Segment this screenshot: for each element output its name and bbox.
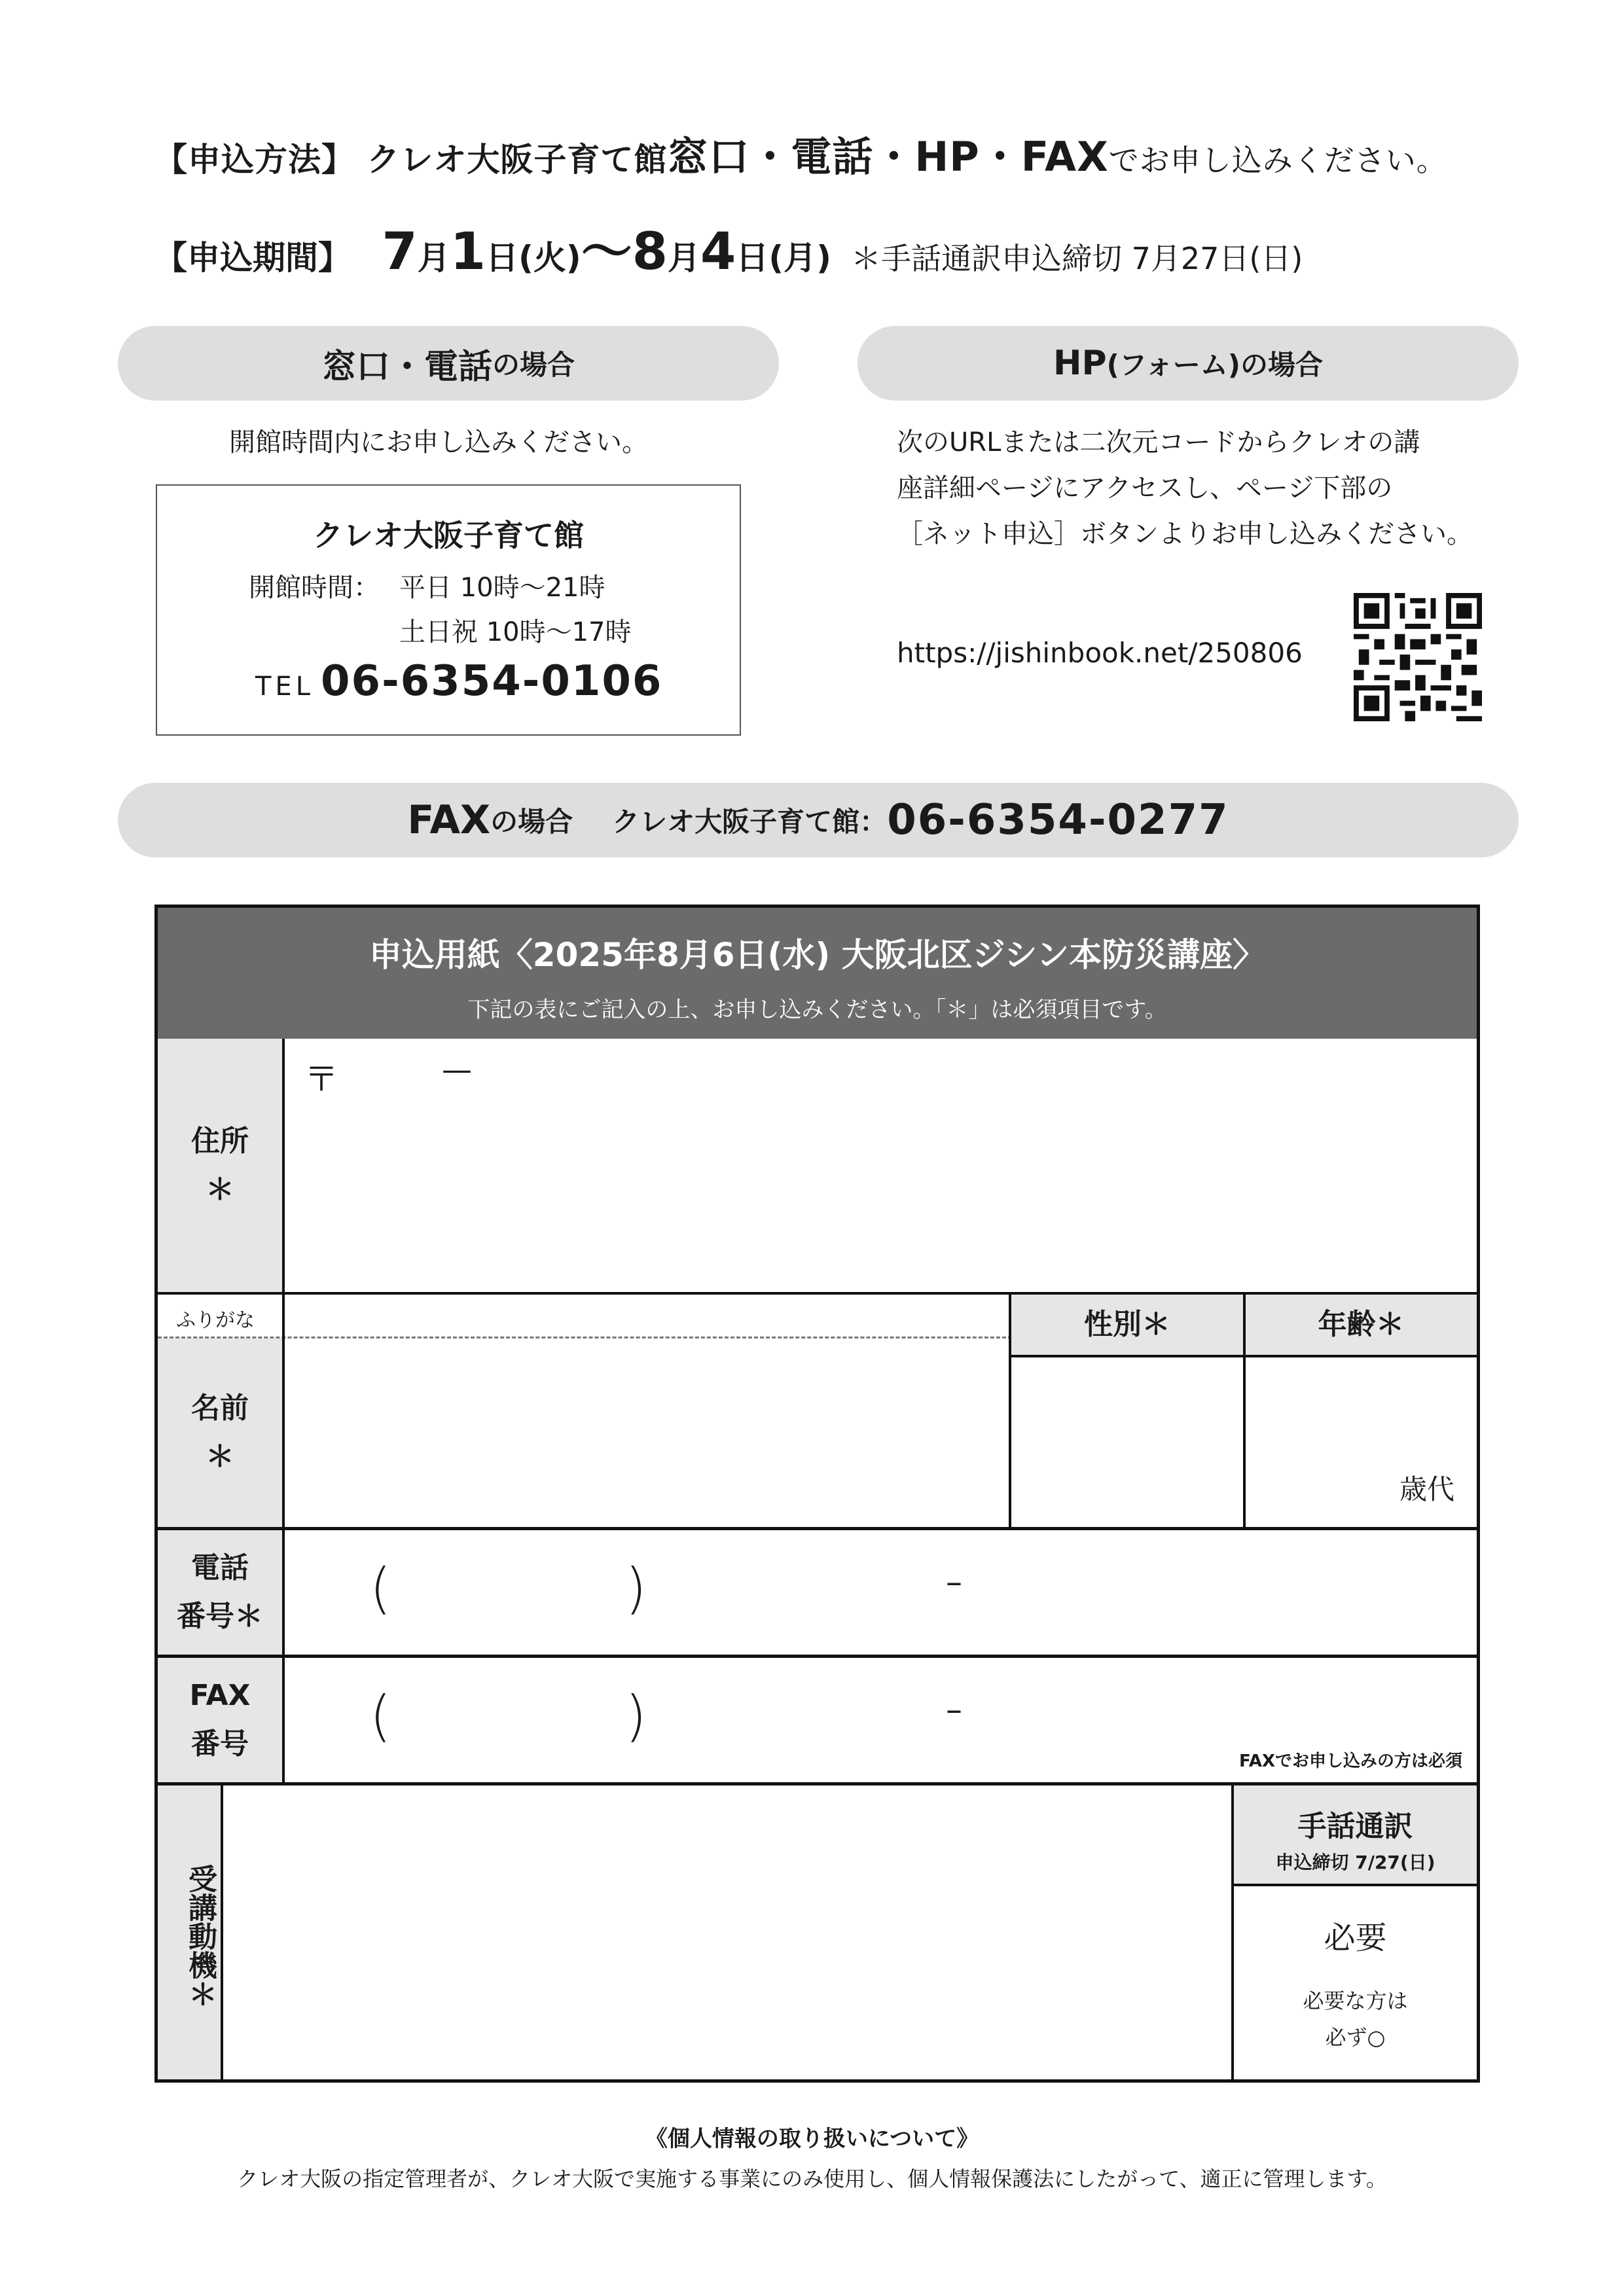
divider (282, 1295, 285, 1338)
counter-phone-header (118, 326, 779, 401)
fax-paren-open: ( (370, 1684, 391, 1748)
period-tilde: 〜 (581, 223, 632, 281)
sign-language-deadline-note: ＊手話通訳申込締切 7月27日(日) (850, 241, 1303, 276)
application-methods: 窓口・電話・HP・FAX (667, 133, 1109, 181)
sign-language-deadline: 申込締切 7/27(日) (1275, 1852, 1435, 1873)
sign-language-label-cell (1234, 1785, 1477, 1884)
application-period-label: 【申込期間】 (154, 239, 351, 277)
age-input[interactable] (1246, 1357, 1477, 1527)
fax-paren-close: ) (625, 1684, 647, 1748)
name-label-cell (158, 1338, 285, 1527)
period-unit-month-2: 月 (667, 239, 700, 277)
venue-tel (255, 657, 662, 706)
tel-label: TEL (255, 672, 314, 702)
phone-input[interactable] (285, 1530, 1477, 1655)
form-title: 申込用紙〈2025年8月6日(水) 大阪北区ジシン本防災講座〉 (369, 936, 1266, 974)
application-venue: クレオ大阪子育て館 (367, 141, 668, 179)
fax-title: FAX (407, 797, 491, 843)
counter-instruction: 開館時間内にお申し込みください。 (229, 427, 648, 457)
application-form (154, 905, 1480, 2083)
motive-input[interactable] (223, 1785, 1231, 2079)
motive-label: 受講動機＊ (183, 1864, 217, 2008)
sign-language-note-1: 必要な方は (1303, 1988, 1408, 2013)
fax-label-line2: 番号 (191, 1727, 249, 1761)
phone-label-line2: 番号＊ (177, 1600, 263, 1633)
age-unit: 歳代 (1399, 1473, 1454, 1505)
address-input[interactable] (285, 1039, 1477, 1292)
form-subtitle: 下記の表にご記入の上、お申し込みください。「＊」は必須項目です。 (467, 997, 1167, 1023)
age-label: 年齢＊ (1318, 1308, 1405, 1341)
web-instruction-2: 座詳細ページにアクセスし、ページ下部の (897, 473, 1393, 503)
fax-dash: – (946, 1691, 962, 1729)
fax-input[interactable] (285, 1658, 1477, 1782)
gender-input[interactable] (1011, 1357, 1243, 1527)
sign-language-note-2: 必ず○ (1325, 2025, 1386, 2050)
application-method-line (154, 124, 1447, 183)
privacy-text: クレオ大阪の指定管理者が、クレオ大阪で実施する事業にのみ使用し、個人情報保護法にしたがって、適正に管理します。 (237, 2166, 1387, 2191)
gender-label-cell (1011, 1295, 1243, 1355)
phone-dash: – (946, 1563, 962, 1601)
name-label: 名前 (191, 1391, 249, 1425)
name-required-mark: ＊ (206, 1440, 234, 1473)
form-header (158, 908, 1477, 1039)
web-form-title-suffix: の場合 (1240, 349, 1323, 381)
furigana-label-cell (158, 1295, 282, 1336)
venue-info-box (156, 484, 741, 736)
application-suffix: でお申し込みください。 (1108, 143, 1447, 178)
application-method-label: 【申込方法】 (154, 141, 355, 179)
fax-label-cell (158, 1658, 285, 1782)
sign-language-input[interactable] (1234, 1886, 1477, 2079)
web-form-header (857, 326, 1519, 401)
phone-paren-close: ) (625, 1556, 647, 1621)
fax-header (118, 783, 1519, 857)
fax-label-line1: FAX (189, 1679, 251, 1712)
period-start-day: 1 (450, 223, 486, 281)
web-form-title-paren: (フォーム) (1106, 349, 1240, 381)
web-form-title: HP (1053, 344, 1107, 383)
period-end-day: 4 (700, 223, 736, 281)
fax-number[interactable]: 06-6354-0277 (887, 796, 1229, 844)
postal-mark: 〒 (304, 1060, 339, 1100)
hours-weekday: 平日 10時〜21時 (399, 573, 605, 603)
address-label-cell (158, 1039, 285, 1292)
application-period-line (154, 211, 1303, 284)
address-label: 住所 (191, 1124, 249, 1158)
counter-phone-title-suffix: の場合 (492, 349, 575, 381)
motive-label-cell (158, 1785, 223, 2079)
hours-label: 開館時間： (249, 573, 380, 603)
counter-phone-title: 窓口・電話 (321, 347, 492, 387)
period-end-weekday: 日(月) (736, 239, 831, 277)
period-unit-month-1: 月 (417, 239, 450, 277)
web-instruction-1: 次のURLまたは二次元コードからクレオの講 (897, 427, 1420, 457)
period-start-weekday: 日(火) (485, 239, 581, 277)
qr-code-icon[interactable] (1354, 593, 1482, 721)
fax-required-note: FAXでお申し込みの方は必須 (1239, 1751, 1462, 1771)
period-end-month: 8 (632, 223, 668, 281)
tel-number[interactable]: 06-6354-0106 (321, 657, 663, 706)
phone-paren-open: ( (370, 1556, 391, 1621)
furigana-label: ふりがな (176, 1309, 255, 1332)
phone-label-line1: 電話 (191, 1551, 249, 1585)
period-start-month: 7 (382, 223, 418, 281)
web-url[interactable]: https://jishinbook.net/250806 (897, 637, 1303, 669)
postal-dash: — (442, 1052, 472, 1087)
gender-label: 性別＊ (1084, 1308, 1170, 1341)
fax-venue: クレオ大阪子育て館： (612, 806, 888, 838)
address-required-mark: ＊ (206, 1172, 234, 1206)
sign-language-needed: 必要 (1324, 1920, 1387, 1956)
sign-language-label: 手話通訳 (1297, 1810, 1413, 1843)
phone-label-cell (158, 1530, 285, 1655)
age-label-cell (1246, 1295, 1477, 1355)
privacy-title: 《個人情報の取り扱いについて》 (645, 2126, 979, 2152)
web-instruction-3: ［ネット申込］ボタンよりお申し込みください。 (897, 519, 1473, 549)
fax-title-suffix: の場合 (490, 806, 573, 838)
venue-name: クレオ大阪子育て館 (313, 518, 584, 553)
hours-weekend: 土日祝 10時〜17時 (399, 617, 632, 647)
